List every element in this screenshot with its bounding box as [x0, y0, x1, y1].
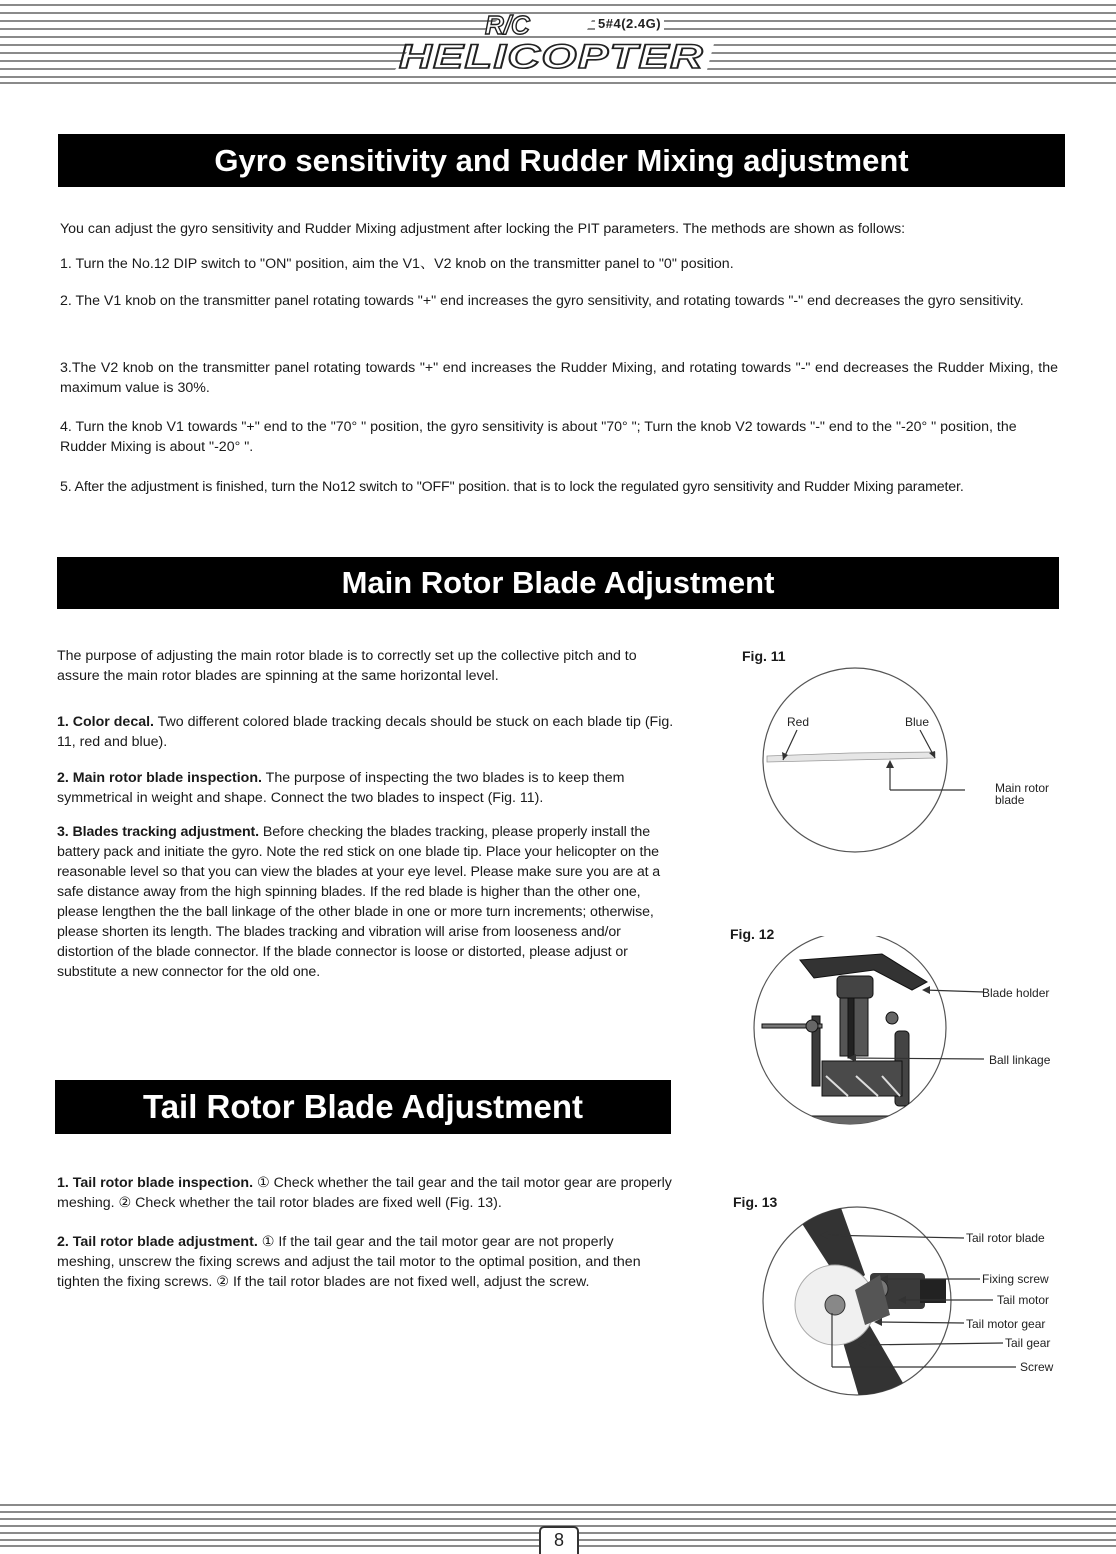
- fig11-label-main-rotor-blade: Main rotor blade: [995, 781, 1050, 807]
- gyro-item-1: 1. Turn the No.12 DIP switch to "ON" position, aim the V1、V2 knob on the transmitter panel to "0" position.: [60, 256, 734, 272]
- item-lead: 1. Color decal.: [57, 714, 154, 730]
- item-text: The purpose of inspecting the two blades is to keep them symmetrical in weight and shape. Connect the two blades to inspect (Fig. 11).: [57, 770, 625, 806]
- helicopter-logo: [385, 12, 715, 74]
- item-text: ① If the tail gear and the tail motor gear are not properly meshing, unscrew the fixing screws and adjust the tail motor to the optimal position, and then tighten the fixing screws. ② If the tail rotor blades are not fixed well, adjust the screw.: [57, 1234, 641, 1290]
- main-rotor-item-1: [57, 712, 675, 752]
- main-rotor-item-3: [57, 822, 677, 982]
- fig13-label-tail-motor-gear: Tail motor gear: [966, 1317, 1046, 1331]
- gyro-intro: You can adjust the gyro sensitivity and Rudder Mixing adjustment after locking the PIT parameters. The methods are shown as follows:: [60, 221, 906, 237]
- item-lead: 2. Main rotor blade inspection.: [57, 770, 262, 786]
- item-lead: 1. Tail rotor blade inspection.: [57, 1175, 254, 1191]
- fig12-label-ball-linkage: Ball linkage: [989, 1053, 1051, 1067]
- fig13-label-tail-rotor-blade: Tail rotor blade: [966, 1231, 1045, 1245]
- section-title-main-rotor: Main Rotor Blade Adjustment: [57, 557, 1059, 609]
- gyro-item-2: 2. The V1 knob on the transmitter panel rotating towards "+" end increases the gyro sensitivity, and rotating towards "-" end decreases the gyro sensitivity.: [60, 293, 1024, 309]
- fig12-label-blade-holder: Blade holder: [982, 986, 1050, 1000]
- fig11-illustration: [755, 660, 965, 860]
- main-rotor-intro: The purpose of adjusting the main rotor blade is to correctly set up the collective pitch and to assure the main rotor blades are spinning at the same horizontal level.: [57, 648, 637, 684]
- gyro-item-4: 4. Turn the knob V1 towards "+" end to the "70° " position, the gyro sensitivity is about "70° "; Turn the knob V2 towards "-" end to the "-20° " position, the Rudder Mixing is about "-20° ".: [60, 419, 1017, 455]
- section-title-gyro: Gyro sensitivity and Rudder Mixing adjustment: [58, 134, 1065, 187]
- gyro-item-3: 3.The V2 knob on the transmitter panel rotating towards "+" end increases the Rudder Mixing, and rotating towards "-" end decreases the Rudder Mixing, the maximum value is 30%.: [60, 360, 1058, 396]
- tail-rotor-item-2: [57, 1232, 675, 1292]
- section-title-tail-rotor: Tail Rotor Blade Adjustment: [55, 1080, 671, 1134]
- svg-text:R/C: R/C: [485, 12, 530, 40]
- fig13-label-fixing-screw: Fixing screw: [982, 1272, 1049, 1286]
- fig12-illustration: [752, 936, 1062, 1126]
- item-lead: 3. Blades tracking adjustment.: [57, 824, 259, 840]
- fig12-title: Fig. 12: [730, 926, 775, 942]
- tail-rotor-item-1: [57, 1173, 675, 1213]
- item-text: ① Check whether the tail gear and the tail motor gear are properly meshing. ② Check whether the tail rotor blades are fixed well (Fig. 13).: [57, 1175, 672, 1211]
- fig13-title: Fig. 13: [733, 1194, 778, 1210]
- item-text: Two different colored blade tracking decals should be stuck on each blade tip (Fig. 11, red and blue).: [57, 714, 674, 750]
- gyro-item-5: 5. After the adjustment is finished, turn the No12 switch to "OFF" position. that is to lock the regulated gyro sensitivity and Rudder Mixing parameter.: [60, 479, 964, 495]
- page-number: 8: [539, 1526, 579, 1554]
- fig11-label-red: Red: [787, 715, 810, 729]
- item-lead: 2. Tail rotor blade adjustment.: [57, 1234, 258, 1250]
- fig13-label-tail-motor: Tail motor: [997, 1293, 1050, 1307]
- fig11-title: Fig. 11: [742, 648, 786, 664]
- model-badge: 5#4(2.4G): [595, 16, 664, 31]
- fig13-label-tail-gear: Tail gear: [1005, 1336, 1051, 1350]
- item-text: Before checking the blades tracking, please properly install the battery pack and initiate the gyro. Note the red stick on one blade tip. Place your helicopter on the reasonable level so that you can view the blades at your eye level. Please make sure you are at a safe distance away from the high spinning blades. If the red blade is higher than the other one, please lengthen the the ball linkage of the other blade in one or more turn increments; otherwise, please shorten its length. The blades tracking and vibration will arise from looseness and/or distortion of the blade connector. If the blade connector is loose or distorted, please adjust or substitute a new connector for the old one.: [57, 824, 661, 980]
- fig11-label-blue: Blue: [905, 715, 930, 729]
- fig13-label-screw: Screw: [1020, 1360, 1054, 1374]
- svg-text:HELICOPTER: HELICOPTER: [399, 38, 704, 74]
- main-rotor-item-2: [57, 768, 675, 808]
